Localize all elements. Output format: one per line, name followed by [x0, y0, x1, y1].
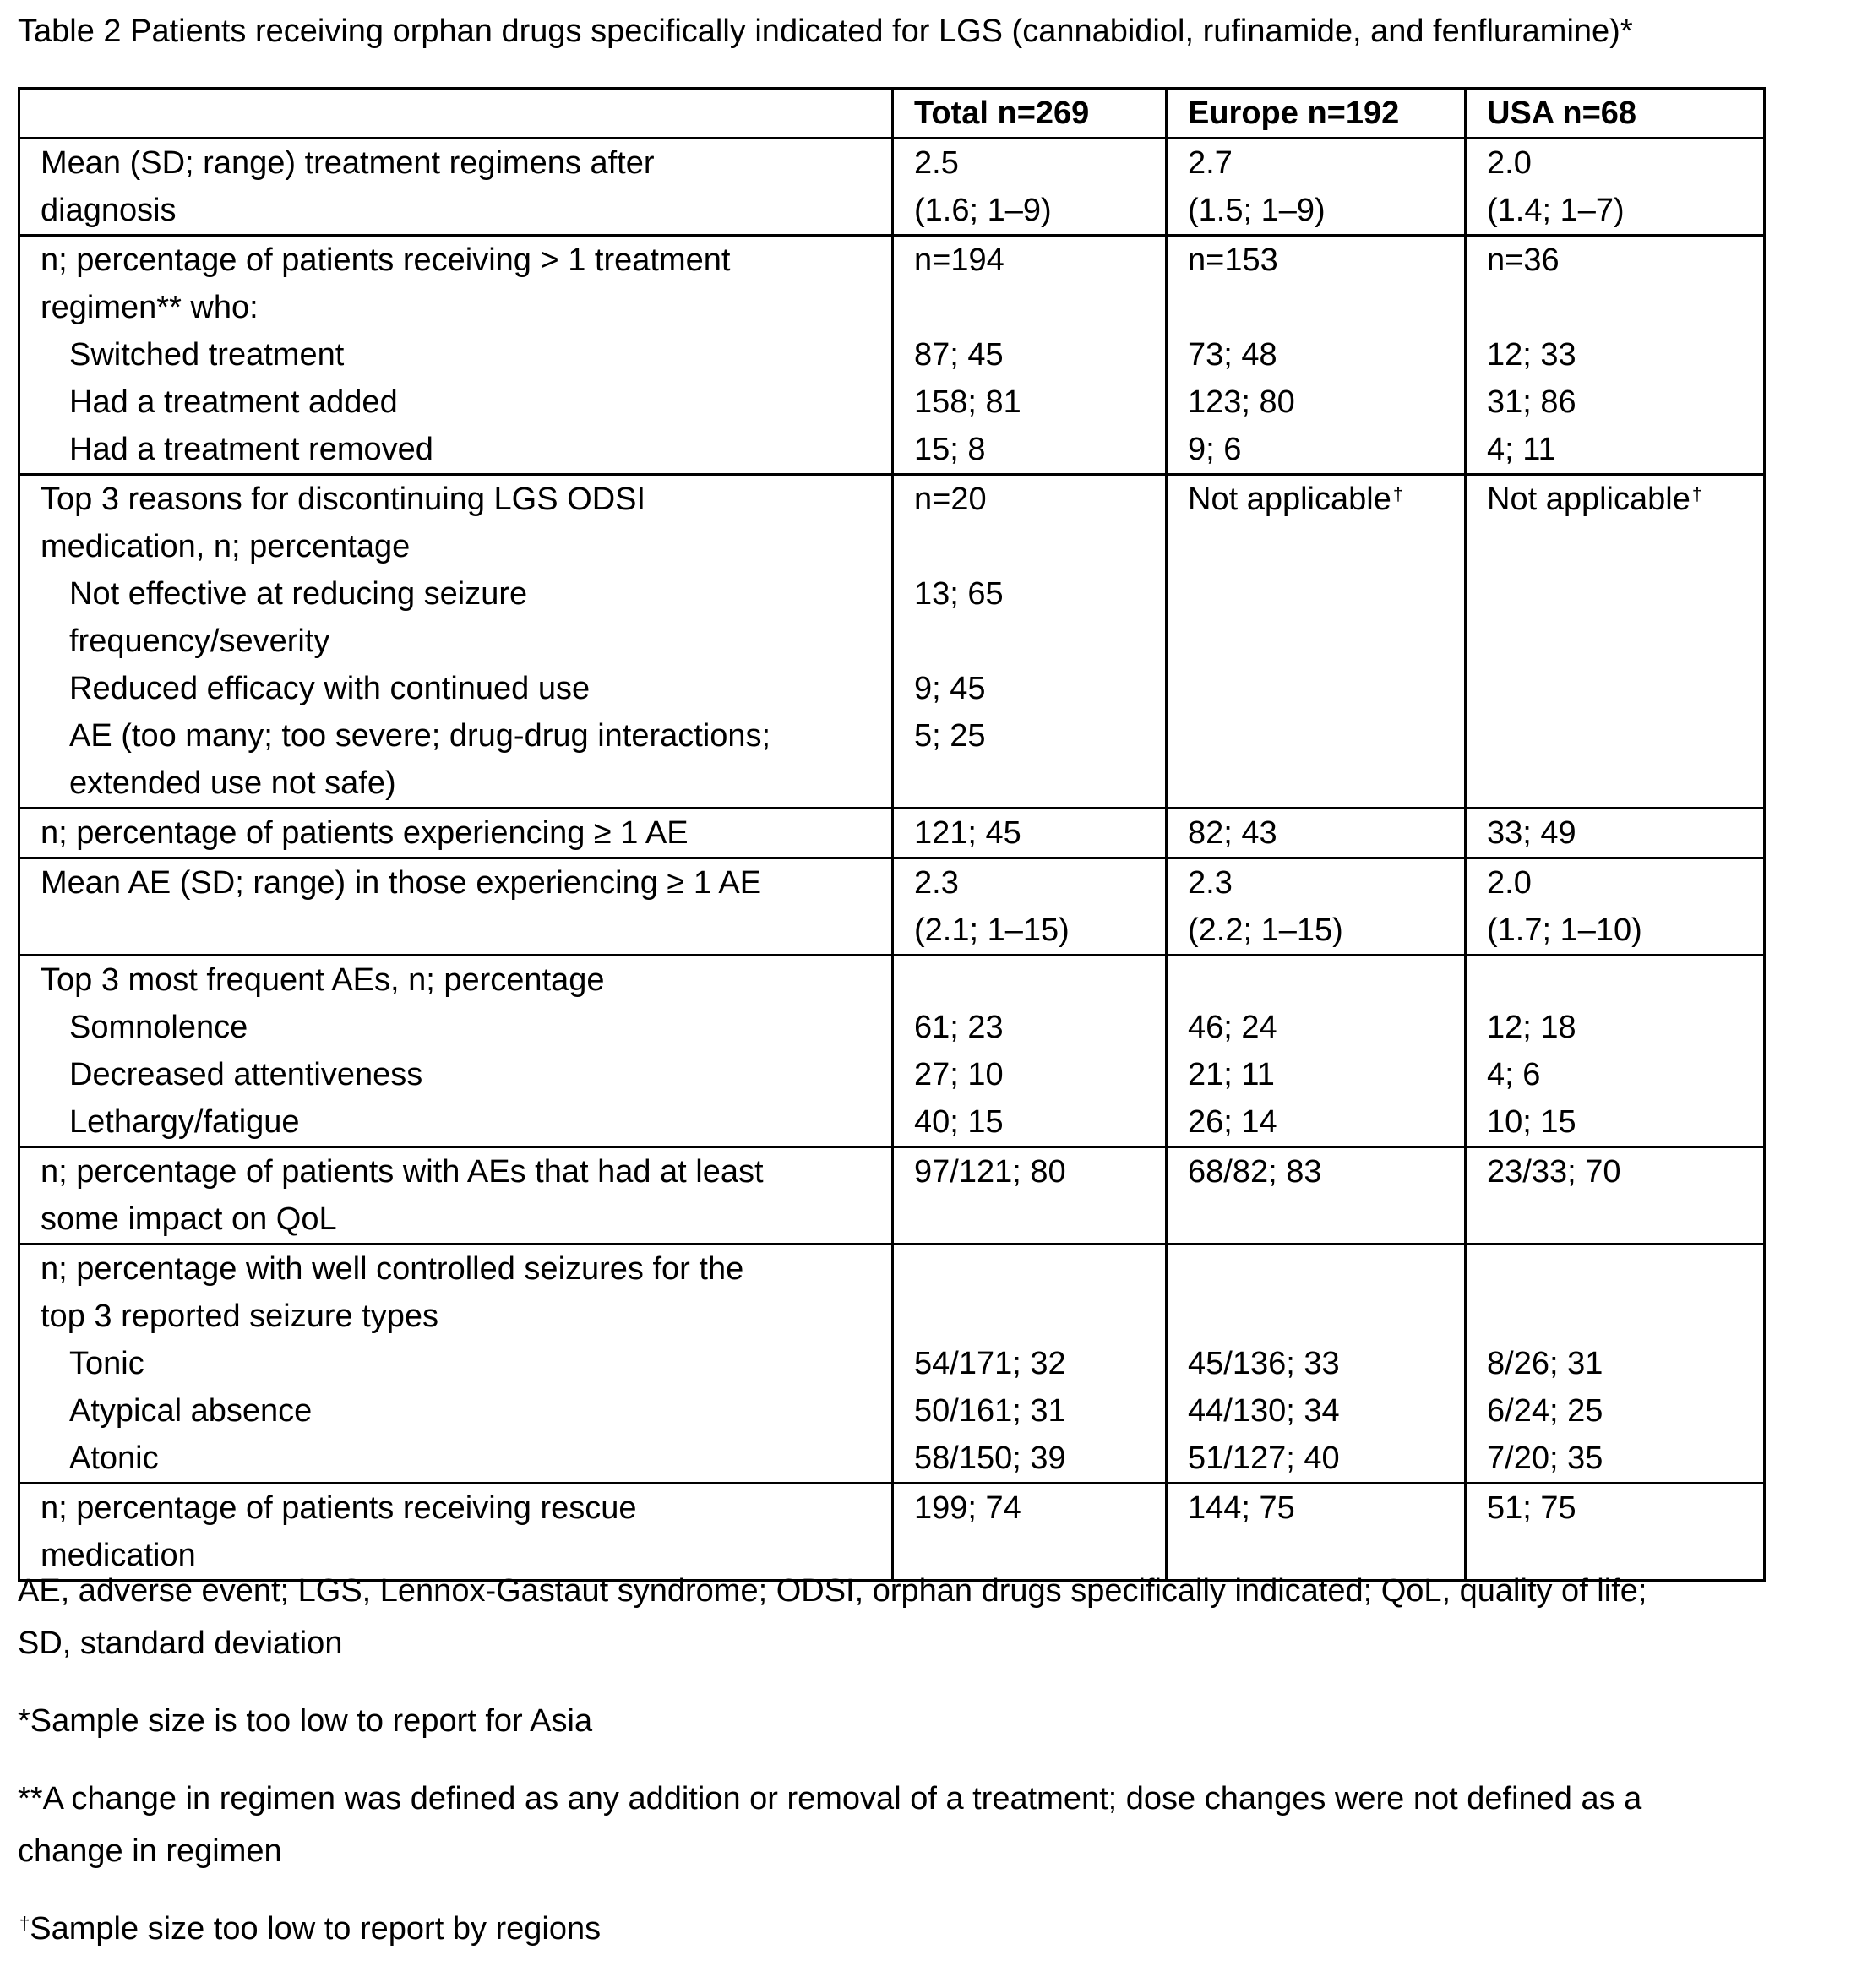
table-row — [19, 858, 1765, 956]
data-table — [18, 87, 1766, 1582]
cell-usa: n=36 12; 33 31; 86 4; 11 — [1466, 236, 1765, 475]
cell-europe: 2.7 (1.5; 1–9) — [1167, 139, 1466, 236]
table-row — [19, 236, 1765, 475]
footnote-regions — [18, 1903, 1834, 1955]
table-row — [19, 956, 1765, 1147]
footnotes — [18, 1565, 1834, 1955]
cell-europe: 2.3 (2.2; 1–15) — [1167, 858, 1466, 956]
row-label: n; percentage with well controlled seizures for the top 3 reported seizure types Tonic Atypical absence Atonic — [19, 1245, 893, 1484]
cell-usa: 2.0 (1.4; 1–7) — [1466, 139, 1765, 236]
dagger-mark: † — [1392, 483, 1404, 504]
cell-europe: 46; 24 21; 11 26; 14 — [1167, 956, 1466, 1147]
cell-total: 54/171; 32 50/161; 31 58/150; 39 — [893, 1245, 1167, 1484]
cell-usa: 2.0 (1.7; 1–10) — [1466, 858, 1765, 956]
table-row — [19, 1245, 1765, 1484]
table-row — [19, 1147, 1765, 1245]
cell-total: 61; 23 27; 10 40; 15 — [893, 956, 1167, 1147]
cell-total: 2.5 (1.6; 1–9) — [893, 139, 1167, 236]
table-row — [19, 139, 1765, 236]
footnote-abbreviations-line2: SD, standard deviation — [18, 1626, 343, 1661]
cell-total: n=194 87; 45 158; 81 15; 8 — [893, 236, 1167, 475]
cell-europe: n=153 73; 48 123; 80 9; 6 — [1167, 236, 1466, 475]
footnote-regimen-line1: **A change in regimen was defined as any addition or removal of a treatment; dose changes were not defined as a — [18, 1781, 1642, 1816]
row-label: n; percentage of patients with AEs that had at least some impact on QoL — [19, 1147, 893, 1245]
table-header-row — [19, 89, 1765, 139]
row-label: n; percentage of patients experiencing ≥ 1 AE — [19, 809, 893, 858]
row-label: Top 3 reasons for discontinuing LGS ODSI medication, n; percentage Not effective at reducing seizure frequency/severity Reduced efficacy with continued use AE (too many; too severe; drug-drug interactions; extended use not safe) — [19, 475, 893, 809]
cell-total: 121; 45 — [893, 809, 1167, 858]
cell-total: 97/121; 80 — [893, 1147, 1167, 1245]
cell-total: n=20 13; 65 9; 45 5; 25 — [893, 475, 1167, 809]
cell-europe — [1167, 475, 1466, 809]
cell-total: 199; 74 — [893, 1484, 1167, 1581]
cell-usa: 23/33; 70 — [1466, 1147, 1765, 1245]
cell-usa: 51; 75 — [1466, 1484, 1765, 1581]
footnote-regimen-line2: change in regimen — [18, 1833, 282, 1869]
row-label: n; percentage of patients receiving > 1 treatment regimen** who: Switched treatment Had a treatment added Had a treatment removed — [19, 236, 893, 475]
row-label: Mean (SD; range) treatment regimens after diagnosis — [19, 139, 893, 236]
dagger-mark: † — [1691, 483, 1703, 504]
table-title: Table 2 Patients receiving orphan drugs specifically indicated for LGS (cannabidiol, rufinamide, and fenfluramine)* — [18, 14, 1633, 49]
header-total: Total n=269 — [893, 89, 1167, 139]
header-usa: USA n=68 — [1466, 89, 1765, 139]
cell-europe: 144; 75 — [1167, 1484, 1466, 1581]
table-row — [19, 809, 1765, 858]
dagger-mark: † — [19, 1913, 30, 1934]
cell-europe: 68/82; 83 — [1167, 1147, 1466, 1245]
cell-usa: 12; 18 4; 6 10; 15 — [1466, 956, 1765, 1147]
header-empty — [19, 89, 893, 139]
cell-usa: 33; 49 — [1466, 809, 1765, 858]
footnote-regions-text: Sample size too low to report by regions — [30, 1911, 602, 1947]
cell-total: 2.3 (2.1; 1–15) — [893, 858, 1167, 956]
cell-usa: 8/26; 31 6/24; 25 7/20; 35 — [1466, 1245, 1765, 1484]
cell-europe: 45/136; 33 44/130; 34 51/127; 40 — [1167, 1245, 1466, 1484]
row-label: Top 3 most frequent AEs, n; percentage Somnolence Decreased attentiveness Lethargy/fatigue — [19, 956, 893, 1147]
row-label: n; percentage of patients receiving rescue medication — [19, 1484, 893, 1581]
footnote-abbreviations-line1: AE, adverse event; LGS, Lennox-Gastaut syndrome; ODSI, orphan drugs specifically indicated; QoL, quality of life; — [18, 1573, 1647, 1609]
header-europe: Europe n=192 — [1167, 89, 1466, 139]
not-applicable-text: Not applicable — [1487, 482, 1690, 517]
not-applicable-text: Not applicable — [1188, 482, 1391, 517]
cell-usa — [1466, 475, 1765, 809]
table-row — [19, 475, 1765, 809]
footnote-asia: *Sample size is too low to report for Asia — [18, 1703, 593, 1739]
row-label: Mean AE (SD; range) in those experiencing ≥ 1 AE — [19, 858, 893, 956]
cell-europe: 82; 43 — [1167, 809, 1466, 858]
